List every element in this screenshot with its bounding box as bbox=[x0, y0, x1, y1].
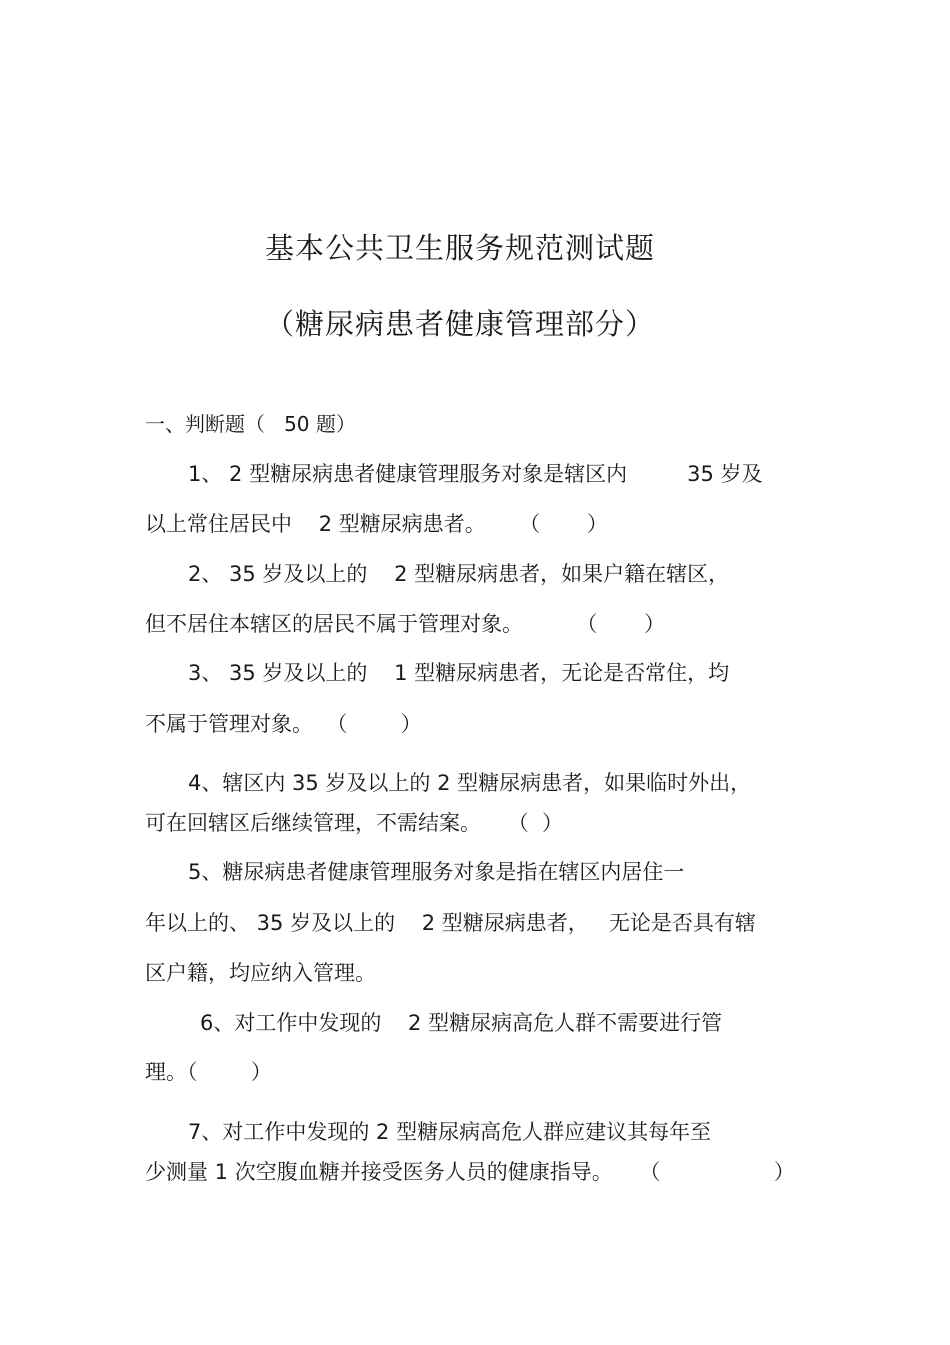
question-7-line-2: 少测量 1 次空腹血糖并接受医务人员的健康指导。 （ ） bbox=[145, 1160, 795, 1184]
question-4-line-2: 可在回辖区后继续管理，不需结案。 （ ） bbox=[145, 811, 564, 835]
question-5-line-3: 区户籍，均应纳入管理。 bbox=[145, 961, 376, 985]
question-3-line-1: 3、 35 岁及以上的 1 型糖尿病患者，无论是否常住，均 bbox=[188, 661, 730, 685]
question-6-line-1: 6、对工作中发现的 2 型糖尿病高危人群不需要进行管 bbox=[200, 1011, 723, 1035]
question-1-line-2: 以上常住居民中 2 型糖尿病患者。 （ ） bbox=[145, 512, 608, 536]
question-7-line-1: 7、对工作中发现的 2 型糖尿病高危人群应建议其每年至 bbox=[188, 1120, 712, 1144]
document-title: 基本公共卫生服务规范测试题 bbox=[264, 231, 655, 265]
question-2-line-2: 但不居住本辖区的居民不属于管理对象。 （ ） bbox=[145, 612, 666, 636]
question-6-line-2: 理。（ ） bbox=[145, 1060, 272, 1084]
question-5-line-2: 年以上的、 35 岁及以上的 2 型糖尿病患者， 无论是否具有辖 bbox=[145, 911, 756, 935]
question-2-line-1: 2、 35 岁及以上的 2 型糖尿病患者，如果户籍在辖区， bbox=[188, 562, 730, 586]
question-3-line-2: 不属于管理对象。 （ ） bbox=[145, 712, 422, 736]
question-1-line-1: 1、 2 型糖尿病患者健康管理服务对象是辖区内 35 岁及 bbox=[188, 462, 763, 486]
section-heading: 一、判断题（ 50 题） bbox=[145, 412, 356, 436]
question-4-line-1: 4、辖区内 35 岁及以上的 2 型糖尿病患者，如果临时外出， bbox=[188, 771, 752, 795]
document-subtitle: （糖尿病患者健康管理部分） bbox=[264, 307, 655, 341]
question-5-line-1: 5、糖尿病患者健康管理服务对象是指在辖区内居住一 bbox=[188, 860, 685, 884]
